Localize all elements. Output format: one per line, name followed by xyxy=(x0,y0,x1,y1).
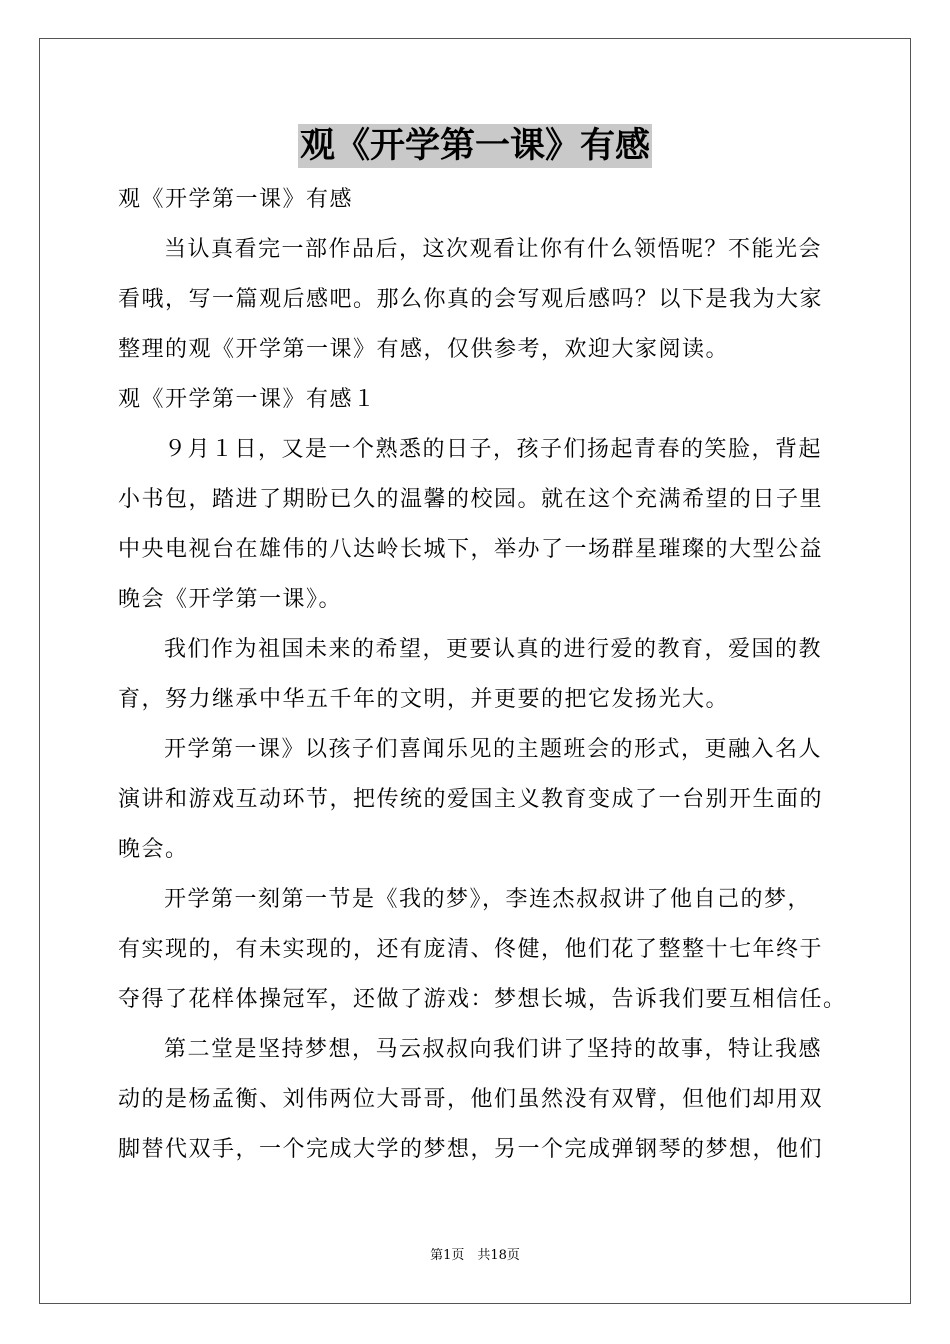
paragraph-line: 小书包，踏进了期盼已久的温馨的校园。就在这个充满希望的日子里 xyxy=(118,487,824,512)
paragraph-line: ９月１日，又是一个熟悉的日子，孩子们扬起青春的笑脸，背起 xyxy=(164,437,823,462)
paragraph-line: 晚会《开学第一课》。 xyxy=(118,587,343,612)
document-title: 观《开学第一课》有感 xyxy=(299,125,650,166)
paragraph-line: 整理的观《开学第一课》有感，仅供参考，欢迎大家阅读。 xyxy=(118,337,730,362)
paragraph-line: 开学第一刻第一节是《我的梦》，李连杰叔叔讲了他自己的梦， xyxy=(164,887,812,912)
paragraph-line: 开学第一课》以孩子们喜闻乐见的主题班会的形式，更融入名人 xyxy=(164,737,823,762)
paragraph-line: 有实现的，有未实现的，还有庞清、佟健，他们花了整整十七年终于 xyxy=(118,937,824,962)
title-container xyxy=(0,124,950,168)
page-footer: 第1页 共18页 xyxy=(430,1248,520,1263)
document-body xyxy=(118,175,847,1175)
paragraph-line: 脚替代双手，一个完成大学的梦想，另一个完成弹钢琴的梦想，他们 xyxy=(118,1137,824,1162)
paragraph-line: 晚会。 xyxy=(118,837,189,862)
document-subtitle: 观《开学第一课》有感 xyxy=(118,187,354,212)
paragraph-line: 中央电视台在雄伟的八达岭长城下，举办了一场群星璀璨的大型公益 xyxy=(118,537,824,562)
paragraph-line: 动的是杨孟衡、刘伟两位大哥哥，他们虽然没有双臂，但他们却用双 xyxy=(118,1087,824,1112)
paragraph-line: 夺得了花样体操冠军，还做了游戏：梦想长城，告诉我们要互相信任。 xyxy=(118,987,847,1012)
paragraph-line: 当认真看完一部作品后，这次观看让你有什么领悟呢？不能光会 xyxy=(164,237,823,262)
paragraph-line: 育，努力继承中华五千年的文明，并更要的把它发扬光大。 xyxy=(118,687,730,712)
paragraph-line: 观《开学第一课》有感１ xyxy=(118,387,377,412)
paragraph-line: 第二堂是坚持梦想，马云叔叔向我们讲了坚持的故事，特让我感 xyxy=(164,1037,823,1062)
paragraph-line: 演讲和游戏互动环节，把传统的爱国主义教育变成了一台别开生面的 xyxy=(118,787,824,812)
paragraph-line: 看哦，写一篇观后感吧。那么你真的会写观后感吗？以下是我为大家 xyxy=(118,287,824,312)
paragraph-line: 我们作为祖国未来的希望，更要认真的进行爱的教育，爱国的教 xyxy=(164,637,823,662)
